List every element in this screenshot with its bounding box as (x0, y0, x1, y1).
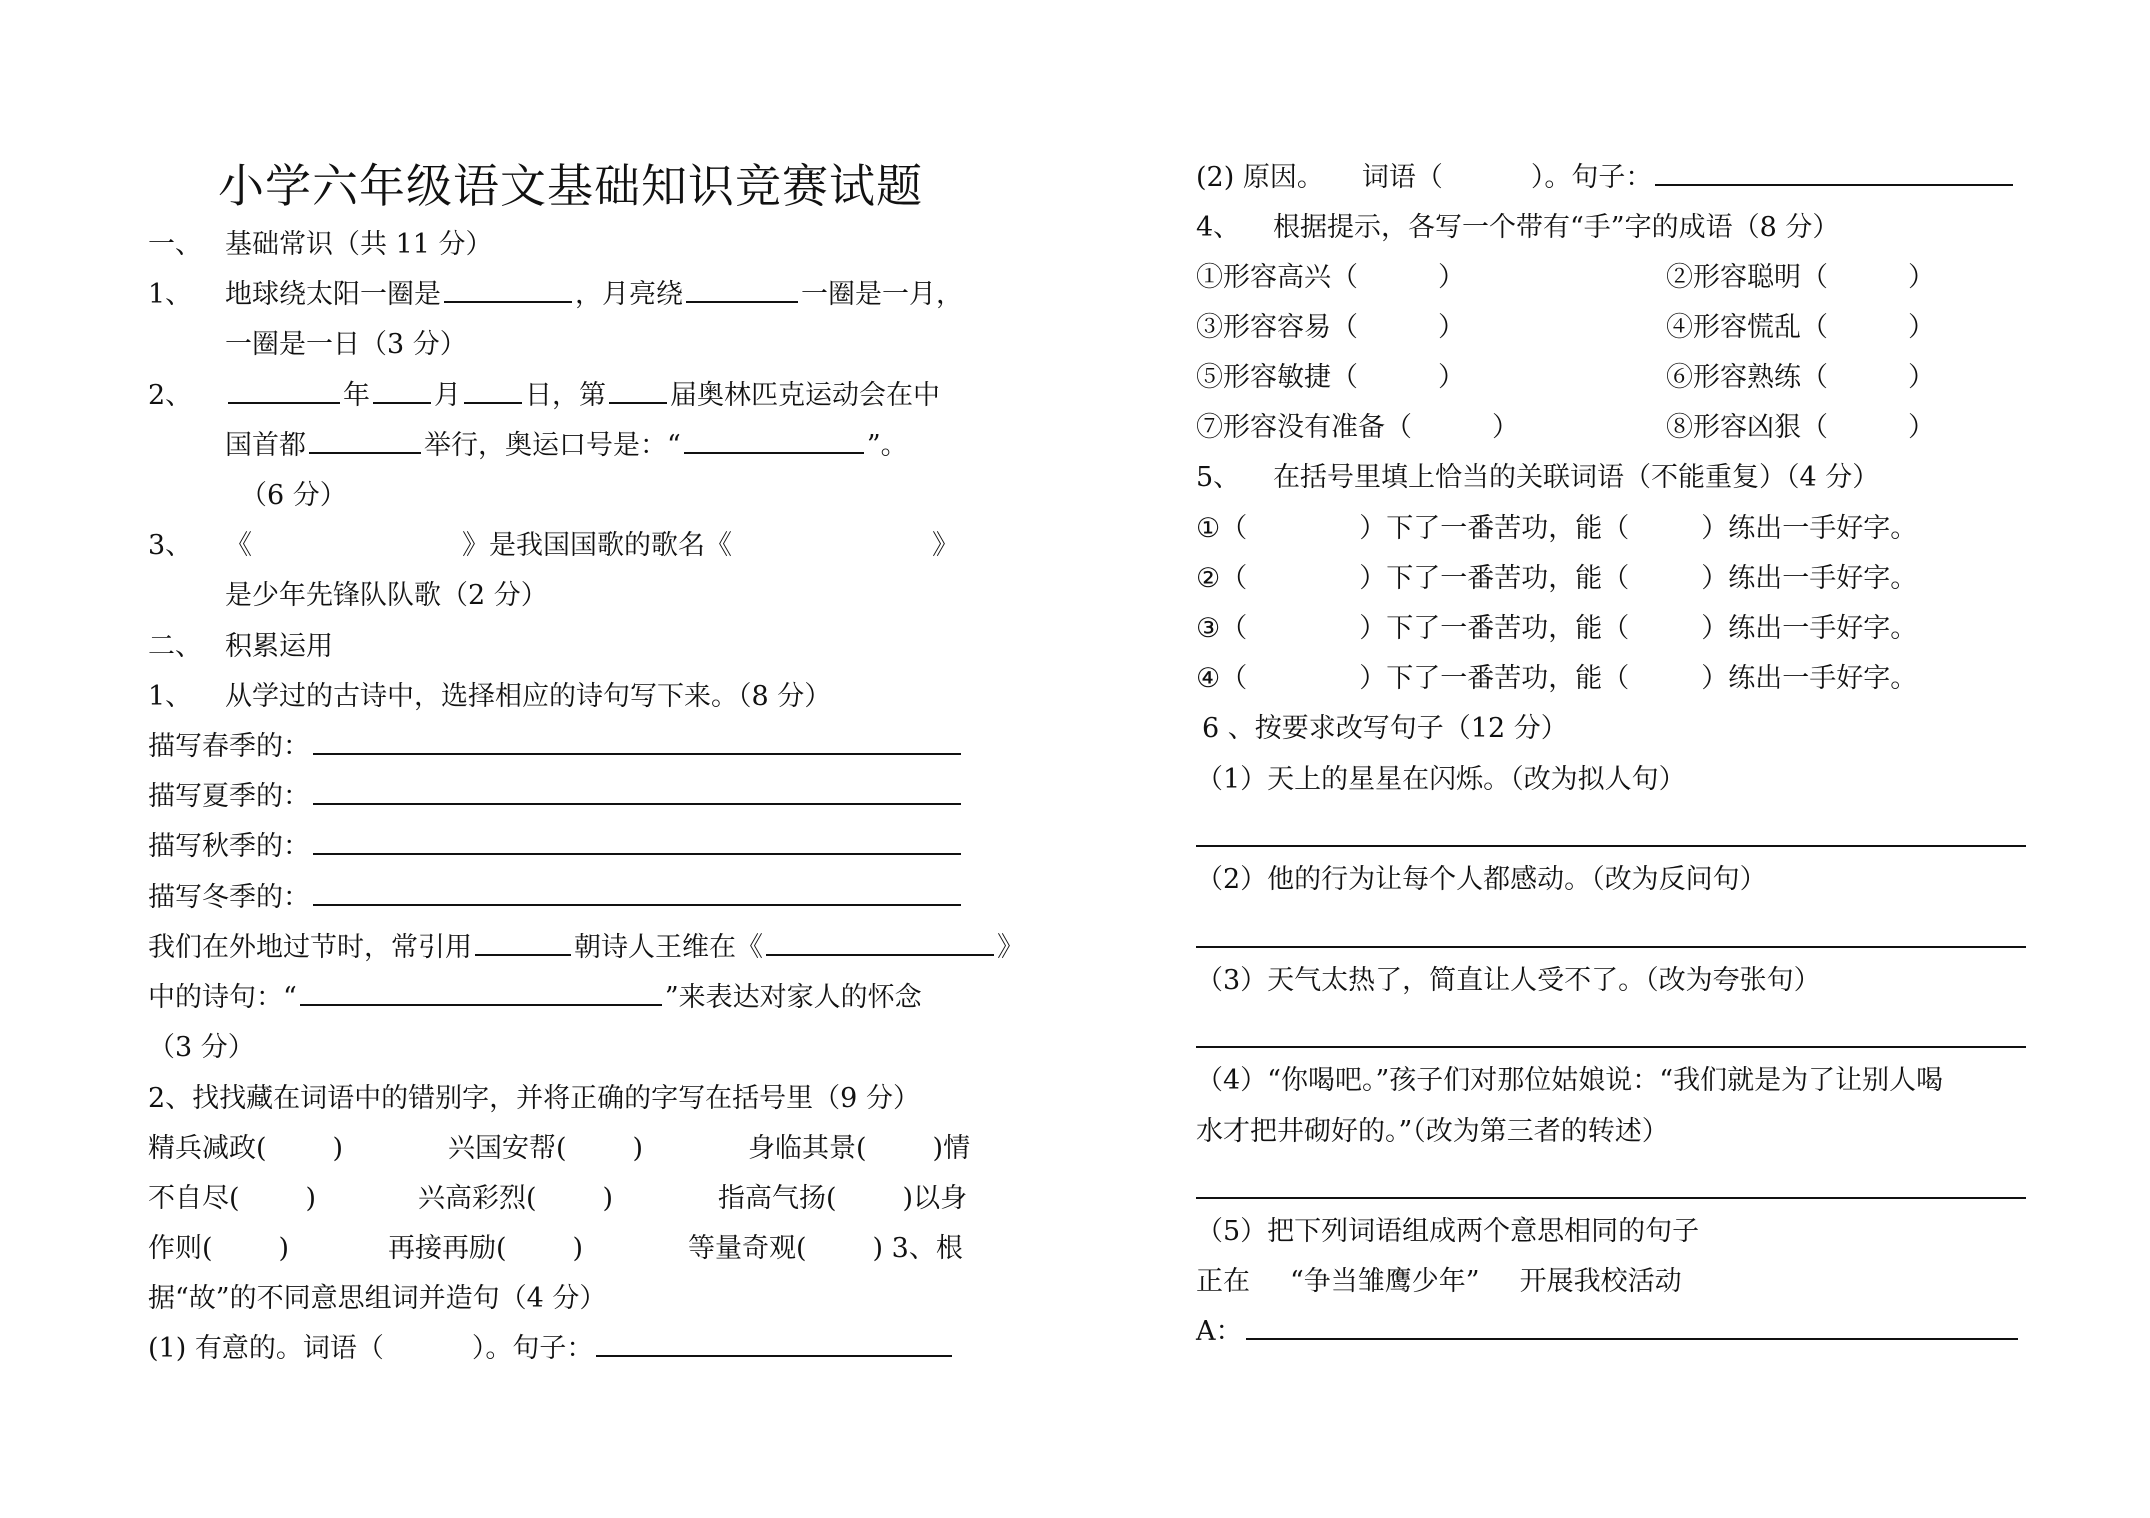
question-5: 5、 在括号里填上恰当的关联词语（不能重复）（4 分） (1196, 462, 1880, 493)
answer-blank[interactable] (313, 779, 961, 805)
question-1-2-cont: 国首都 举行，奥运口号是：“ ”。 (225, 430, 908, 461)
rewrite-1: （1）天上的星星在闪烁。（改为拟人句） (1196, 764, 1686, 795)
idiom-row-4: ⑦形容没有准备（ ） ⑧形容凶狠（ ） (1196, 412, 1935, 443)
rewrite-5-words: 正在 “争当雏鹰少年” 开展我校活动 (1196, 1266, 1682, 1297)
season-spring-line: 描写春季的： (148, 727, 964, 767)
question-6: 6 、按要求改写句子（12 分） (1202, 713, 1568, 744)
answer-blank[interactable] (300, 980, 662, 1006)
wangwei-line-1: 我们在外地过节时，常引用 朝诗人王维在《 》 (148, 932, 1024, 963)
question-1-3: 3、 《 》是我国国歌的歌名《 》 (148, 530, 959, 561)
rewrite-2: （2）他的行为让每个人都感动。（改为反问句） (1196, 864, 1767, 895)
season-winter-line: 描写冬季的： (148, 878, 964, 918)
typo-row-2: 不自尽( ) 兴高彩烈( ) 指高气扬( )以身 (148, 1183, 968, 1214)
question-1-3-cont: 是少年先锋队队歌（2 分） (225, 580, 548, 611)
page-title: 小学六年级语文基础知识竞赛试题 (218, 159, 923, 213)
rewrite-5: （5）把下列词语组成两个意思相同的句子 (1196, 1216, 1700, 1247)
answer-line[interactable] (1196, 845, 2026, 847)
answer-blank[interactable] (475, 930, 571, 956)
idiom-row-3: ⑤形容敏捷（ ） ⑥形容熟练（ ） (1196, 362, 1935, 393)
rewrite-4-line-2: 水才把井砌好的。”（改为第三者的转述） (1196, 1116, 1669, 1147)
answer-blank[interactable] (313, 829, 961, 855)
question-1-2: 2、 年 月 日，第 届奥林匹克运动会在中 (148, 380, 940, 411)
question-4: 4、 根据提示，各写一个带有“手”字的成语（8 分） (1196, 212, 1840, 243)
answer-line[interactable] (1196, 1197, 2026, 1199)
answer-blank[interactable] (464, 378, 522, 404)
wangwei-points: （3 分） (148, 1032, 255, 1063)
answer-blank[interactable] (766, 930, 994, 956)
question-1-1-cont: 一圈是一日（3 分） (225, 329, 467, 360)
answer-blank[interactable] (228, 378, 340, 404)
answer-blank[interactable] (313, 880, 961, 906)
section-2-heading: 二、 积累运用 (148, 631, 333, 662)
gu-instruction: 据“故”的不同意思组词并造句（4 分） (148, 1283, 607, 1314)
answer-a: A： (1196, 1312, 2021, 1352)
gu-item-1: (1) 有意的。词语（ ）。句子： (148, 1329, 955, 1369)
conj-row-2: ②（ ）下了一番苦功，能（ ）练出一手好字。 (1196, 563, 1918, 594)
question-1-1: 1、 地球绕太阳一圈是 ，月亮绕 一圈是一月， (148, 279, 963, 310)
question-2-2: 2、找找藏在词语中的错别字，并将正确的字写在括号里（9 分） (148, 1083, 920, 1114)
answer-blank[interactable] (1246, 1314, 2018, 1340)
answer-blank[interactable] (609, 378, 667, 404)
typo-row-1: 精兵减政( ) 兴国安帮( ) 身临其景( )情 (148, 1133, 971, 1164)
typo-row-3: 作则( ) 再接再励( ) 等量奇观( ) 3、根 (148, 1233, 963, 1264)
answer-blank[interactable] (684, 428, 864, 454)
answer-blank[interactable] (309, 428, 421, 454)
gu-item-2: (2) 原因。 词语（ ）。句子： (1196, 158, 2016, 198)
idiom-row-1: ①形容高兴（ ） ②形容聪明（ ） (1196, 262, 1935, 293)
conj-row-1: ①（ ）下了一番苦功，能（ ）练出一手好字。 (1196, 513, 1918, 544)
season-summer-line: 描写夏季的： (148, 777, 964, 817)
answer-blank[interactable] (1655, 160, 2013, 186)
section-1-heading: 一、 基础常识（共 11 分） (148, 229, 493, 260)
wangwei-line-2: 中的诗句：“ ”来表达对家人的怀念 (148, 982, 922, 1013)
answer-blank[interactable] (444, 277, 572, 303)
answer-blank[interactable] (686, 277, 798, 303)
conj-row-3: ③（ ）下了一番苦功，能（ ）练出一手好字。 (1196, 613, 1918, 644)
answer-blank[interactable] (596, 1331, 952, 1357)
rewrite-4-line-1: （4）“你喝吧。”孩子们对那位姑娘说：“我们就是为了让别人喝 (1196, 1065, 1944, 1096)
answer-blank[interactable] (373, 378, 431, 404)
question-1-2-points: （6 分） (240, 480, 347, 511)
rewrite-3: （3）天气太热了，简直让人受不了。（改为夸张句） (1196, 965, 1821, 996)
idiom-row-2: ③形容容易（ ） ④形容慌乱（ ） (1196, 312, 1935, 343)
season-autumn-line: 描写秋季的： (148, 827, 964, 867)
conj-row-4: ④（ ）下了一番苦功，能（ ）练出一手好字。 (1196, 663, 1918, 694)
answer-line[interactable] (1196, 1046, 2026, 1048)
answer-line[interactable] (1196, 946, 2026, 948)
question-2-1: 1、 从学过的古诗中，选择相应的诗句写下来。（8 分） (148, 681, 832, 712)
answer-blank[interactable] (313, 729, 961, 755)
